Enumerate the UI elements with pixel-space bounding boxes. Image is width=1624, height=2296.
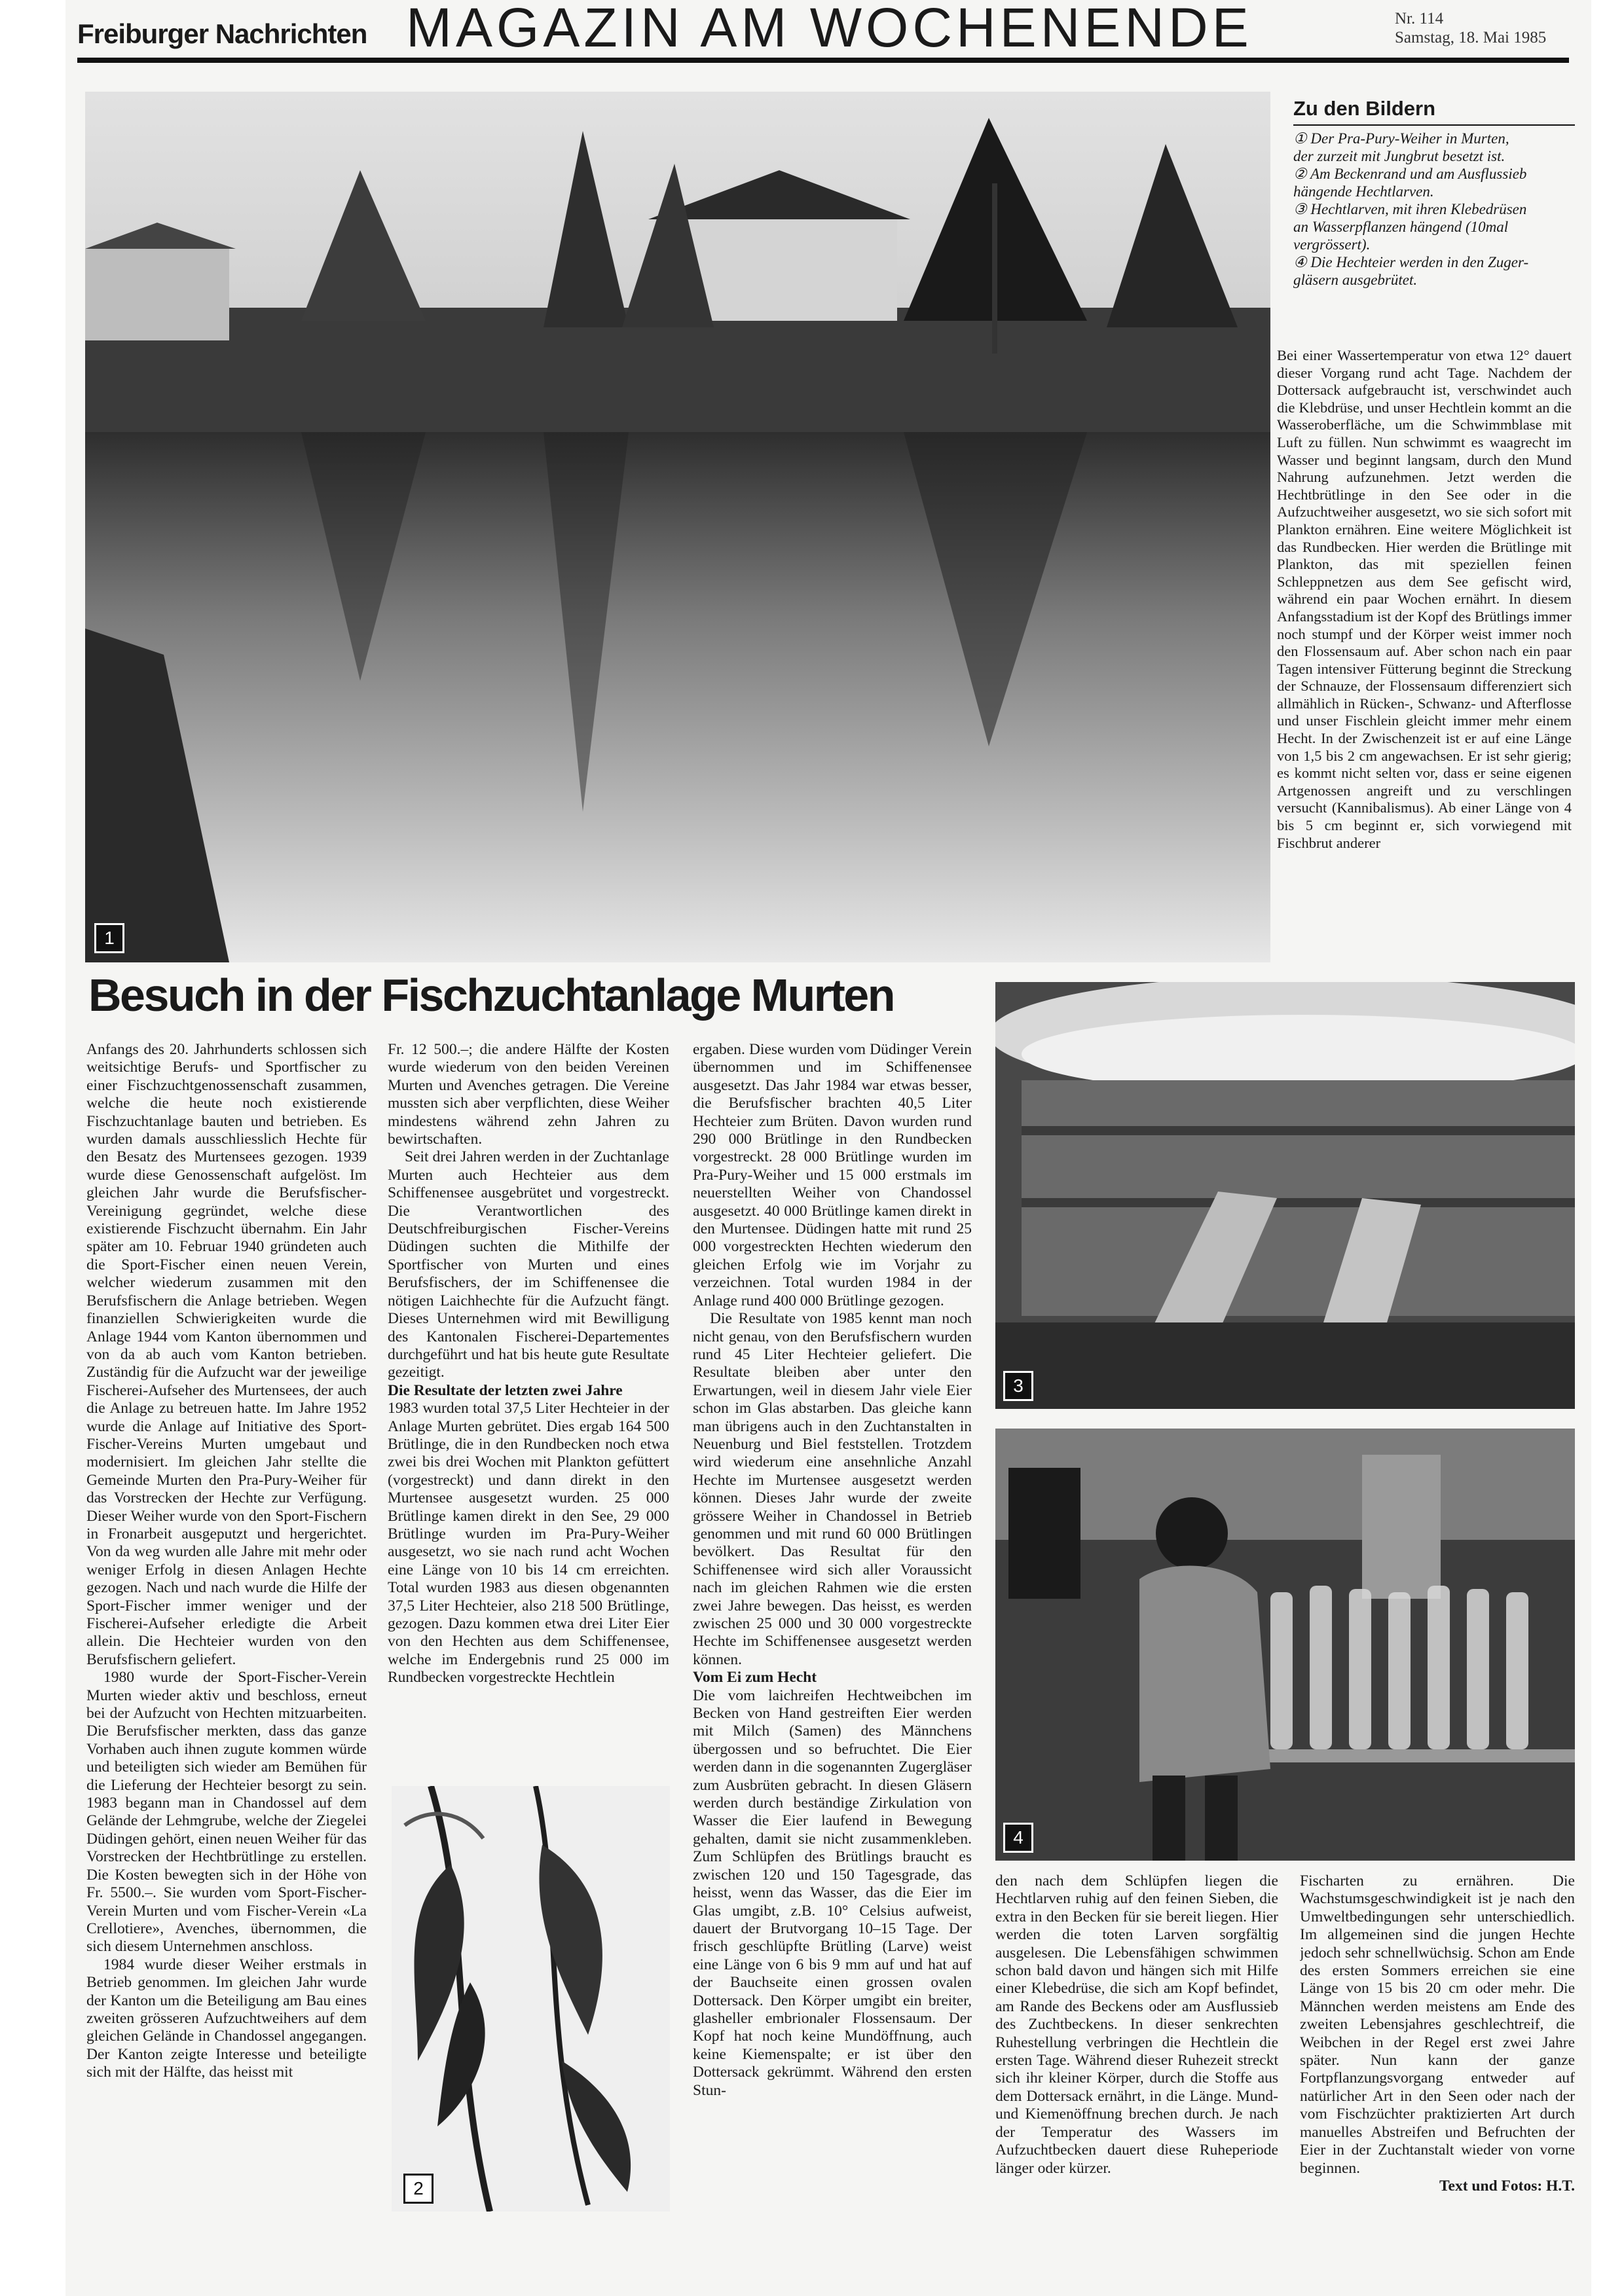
caption-line: hängende Hechtlarven. <box>1293 183 1434 200</box>
caption-line: ④ Die Hechteier werden in den Zuger- <box>1293 254 1529 270</box>
paragraph: den nach dem Schlüpfen liegen die Hechtlarven ruhig auf den feinen Sieben, die extra in den Becken für sie bereit liegen. Hier werden die toten Larven sorgfältig ausgelesen. Die Lebensfähigen schwimmen schon bald davon und hängen sich mit Hilfe einer Klebedrüse, die sich am Kopf befindet, am Rande des Beckens oder am Ausflussieb des Zuchtbeckens. In dieser senkrechten Ruhestellung verbringen die Hechtlein die ersten Tage. Während dieser Ruhezeit streckt sich ihr kleiner Körper, durch die Stoffe aus dem Dottersack ernährt, in die Länge. Mund- und Kiemenöffnung brechen durch. Je nach der Temperatur des Wassers im Aufzuchtbecken dauert diese Ruheperiode länger oder kürzer. <box>995 1872 1278 2177</box>
paragraph: 1983 wurden total 37,5 Liter Hechteier in der Anlage Murten gebrütet. Dies ergab 164 500 Brütlinge, die in den Rundbecken noch etwa zwei bis drei Wochen mit Plankton gefüttert (vorgestreckt) und dann direkt in den Murtensee ausgesetzt wurden. 25 000 Brütlinge kamen direkt in den See, 29 000 Brütlinge wurden im Pra-Pury-Weiher ausgesetzt, wo sie nach rund acht Wochen eine Länge von 10 bis 14 cm erreichten. Total wurden 1983 aus diesen obgenannten 37,5 Liter Hechteier, also 218 500 Brütlinge, gezogen. Dazu kommen etwa drei Liter Eier von den Hechten aus dem Schiffenensee, welche im Endergebnis rund 25 000 im Rundbecken vorgestreckte Hechtlein <box>388 1400 669 1686</box>
caption-line: der zurzeit mit Jungbrut besetzt ist. <box>1293 148 1505 164</box>
paragraph: ergaben. Diese wurden vom Düdinger Verein übernommen und im Schiffenensee ausgesetzt. Das Jahr 1984 war etwas besser, die Berufsfischer brachten 40,5 Liter Hechteier zum Brüten. Davon wurden rund 290 000 Brütlinge in den Rundbecken vorgestreckt. 28 000 Brütlinge wurden im Pra-Pury-Weiher und 15 000 erstmals im neuerstellten Weiher von Chandossel ausgesetzt. 40 000 Brütlinge kamen direkt in den Murtensee. Düdingen hatte mit rund 25 000 vorgestreckten Hechten wiederum den gleichen Erfolg wie im Vorjahr zu verzeichnen. Total wurden 1984 in der Anlage rund 400 000 Brütlinge gezogen. <box>693 1041 972 1309</box>
article-column-3 <box>693 1041 972 2213</box>
issue-info <box>1395 9 1546 47</box>
issue-date: Samstag, 18. Mai 1985 <box>1395 29 1547 46</box>
caption-line: an Wasserpflanzen hängend (10mal <box>1293 219 1509 235</box>
photo-hatchery <box>995 1429 1575 1861</box>
article-column-1 <box>86 1041 367 2219</box>
subheading-results: Die Resultate der letzten zwei Jahre <box>388 1381 623 1399</box>
photo-basin <box>995 982 1575 1409</box>
article-column-5 <box>1300 1872 1575 2213</box>
section-title: MAGAZIN AM WOCHENENDE <box>406 0 1253 47</box>
article-headline: Besuch in der Fischzuchtanlage Murten <box>88 970 894 1021</box>
photo-credit: Text und Fotos: H.T. <box>1439 2177 1575 2195</box>
captions-title: Zu den Bildern <box>1293 97 1435 120</box>
masthead-rule <box>77 58 1569 63</box>
photo-number-3: 3 <box>1003 1371 1033 1401</box>
sidebar-paragraph: Bei einer Wassertemperatur von etwa 12° dauert dieser Vorgang rund acht Tage. Nachdem der Dottersack aufgebraucht ist, verschwindet auch die Klebdrüse, und unser Hechtlein kommt an die Wasseroberfläche, um die Schwimmblase mit Luft zu füllen. Nun schwimmt es waagrecht im Wasser und beginnt langsam, durch den Mund Nahrung aufzunehmen. Jetzt werden die Hechtbrütlinge in den See oder in die Aufzuchtweiher ausgesetzt, wo sie sich sofort mit Plankton ernähren. Eine weitere Möglichkeit ist das Rundbecken. Hier werden die Brütlinge mit Plankton, das mit speziellen feinen Schleppnetzen aus dem See gefischt wird, während ein paar Wochen ernährt. In diesem Anfangsstadium ist der Kopf des Brütlings immer noch stumpf und der Körper weist immer noch den Flossensaum auf. Aber schon nach ein paar Tagen intensiver Fütterung beginnt die Streckung der Schnauze, der Flossensaum differenziert sich allmählich in Rücken-, Schwanz- und Afterflosse und unser Fischlein gleicht immer mehr einem Hecht. In der Zwischenzeit ist er auf eine Länge von 1,5 bis 2 cm angewachsen. Er ist sehr gierig; es kommt nicht selten vor, dass er seine eigenen Artgenossen angreift und zu verschlingen versucht (Kannibalismus). Ab einer Länge von 4 bis 5 cm beginnt er, sich vorwiegend mit Fischbrut anderer <box>1277 347 1572 851</box>
photo-number-1: 1 <box>94 923 124 953</box>
paragraph: Seit drei Jahren werden in der Zuchtanlage Murten auch Hechteier aus dem Schiffenensee ausgebrütet und vorgestreckt. Die Verantwortlichen des Deutschfreiburgischen Fischer-Vereins Düdingen suchten die Mithilfe der Sportfischer von Murten und eines Berufsfischers, der im Schiffenensee die nötigen Laichhechte für die Aufzucht fängt. Dieses Unternehmen wird mit Bewilligung des Kantonalen Fischerei-Departementes durchgeführt und hat bis heute gute Resultate gezeitigt. <box>388 1148 669 1381</box>
newspaper-name: Freiburger Nachrichten <box>77 18 367 49</box>
issue-number: Nr. 114 <box>1395 10 1444 27</box>
caption-line: ① Der Pra-Pury-Weiher in Murten, <box>1293 130 1509 147</box>
photo-number-2: 2 <box>403 2174 434 2204</box>
caption-line: ② Am Beckenrand und am Ausflussieb <box>1293 166 1527 182</box>
paragraph: 1980 wurde der Sport-Fischer-Verein Murten wieder aktiv und beschloss, erneut bei der Aufzucht von Hechten mitzuarbeiten. Die Berufsfischer merkten, dass das ganze Vorhaben auch ihnen zugute kommen würde und beteiligten sich wieder am Bemühen für die Lieferung der Hechteier besorgt zu sein. 1983 begann man in Chandossel auf dem Gelände der Lehmgrube, welche der Ziegelei Düdingen gehört, einen neuen Weiher für das Vorstrecken der Hechtbrütlinge zu erstellen. Die Kosten bewegten sich in der Höhe von Fr. 5500.–. Sie wurden vom Sport-Fischer-Verein Murten und vom Fischer-Verein «La Crellotiere», Avenches, übernommen, die sich diesem Unternehmen anschloss. <box>86 1669 367 1956</box>
photo-number-4: 4 <box>1003 1823 1033 1853</box>
captions-rule <box>1293 124 1575 126</box>
subheading-egg-to-pike: Vom Ei zum Hecht <box>693 1669 817 1686</box>
caption-line: gläsern ausgebrütet. <box>1293 272 1418 288</box>
caption-line: vergrössert). <box>1293 236 1371 253</box>
sidebar-column <box>1277 347 1572 852</box>
article-column-2 <box>388 1041 669 1794</box>
caption-line: ③ Hechtlarven, mit ihren Klebedrüsen <box>1293 201 1527 217</box>
paragraph: Fr. 12 500.–; die andere Hälfte der Kosten wurde wiederum von den beiden Vereinen Murten und Avenches getragen. Die Vereine mussten sich aber verpflichten, diese Weiher mindestens während zehn Jahren zu bewirtschaften. <box>388 1041 669 1148</box>
paragraph: Fischarten zu ernähren. Die Wachstumsgeschwindigkeit ist je nach den Umweltbedingungen sehr unterschiedlich. Im allgemeinen sind die jungen Hechte jedoch sehr schnellwüchsig. Schon am Ende des ersten Sommers erreichen sie eine Länge von 15 bis 20 cm oder mehr. Die Männchen werden meistens am Ende des zweiten Lebensjahres geschlechtreif, die Weibchen in der Regel erst zwei Jahre später. Nun kann der ganze Fortpflanzungsvorgang entweder auf natürlicher Art in den Seen oder nach der vom Fischzüchter praktizierten Art durch manuelles Abstreifen und Befruchten der Eier in der Zuchtanstalt wieder von vorne beginnen. <box>1300 1872 1575 2177</box>
photo-larvae-plants <box>392 1786 670 2212</box>
paragraph: Die vom laichreifen Hechtweibchen im Becken von Hand gestreiften Eier werden mit Milch (Samen) des Männchens übergossen und so befruchtet. Die Eier werden dann in die sogenannten Zugergläser zum Ausbrüten gebracht. In diesen Gläsern werden durch beständige Zirkulation von Wasser die Eier laufend in Bewegung gehalten, damit sie nicht zusammenkleben. Zum Schlüpfen des Brütlings braucht es zwischen 120 und 150 Tagesgrade, das heisst, wenn das Wasser, das die Eier im Glas umgibt, z.B. 10° Celsius aufweist, dauert der Brutvorgang 10–15 Tage. Der frisch geschlüpfte Brütling (Larve) weist eine Länge von 6 bis 9 mm auf und hat auf der Bauchseite einen grossen ovalen Dottersack. Den Körper umgibt ein breiter, glasheller embrionaler Flossensaum. Der Kopf hat noch keine Mundöffnung, auch keine Kiemenspalte; er ist über den Dottersack gekrümmt. Während den ersten Stun- <box>693 1686 972 2099</box>
photo-pond <box>85 92 1270 962</box>
paragraph: 1984 wurde dieser Weiher erstmals in Betrieb genommen. Im gleichen Jahr wurde der Kanton um die Beteiligung am Bau eines zweiten grösseren Aufzuchtweihers auf dem gleichen Gelände in Chandossel angegangen. Der Kanton zeigte Interesse und beteiligte sich mit der Hälfte, das heisst mit <box>86 1956 367 2081</box>
captions-box <box>1293 97 1575 289</box>
paragraph: Die Resultate von 1985 kennt man noch nicht genau, von den Berufsfischern wurden rund 45 Liter Hechteier geliefert. Die Resultate bleiben aber unter den Erwartungen, weil in diesem Jahr viele Eier schon im Glas abstarben. Das gleiche kann man übrigens auch in den Zuchtanstalten in Neuenburg und Biel feststellen. Trotzdem wird wiederum eine ansehnliche Anzahl Hechte im Murtensee ausgesetzt werden können. Dieses Jahr wurde der zweite grössere Weiher in Chandossel in Betrieb genommen und mit rund 60 000 Brütlingen bevölkert. Das Resultat für den Schiffenensee wird sich aller Voraussicht nach im gleichen Rahmen wie die ersten zwei Jahre bewegen. Das heisst, es werden zwischen 25 000 und 30 000 vorgestreckte Hechte im Schiffenensee ausgesetzt werden können. <box>693 1310 972 1668</box>
article-column-4 <box>995 1872 1278 2200</box>
paragraph: Anfangs des 20. Jahrhunderts schlossen sich weitsichtige Berufs- und Sportfischer zu einer Fischzuchtgenossenschaft zusammen, welche die heute noch existierende Fischzuchtanlage bauten und betrieben. Es wurden damals ausschliesslich Hechte für den Besatz des Murtensees gezogen. 1939 wurde diese Genossenschaft aufgelöst. Im gleichen Jahr wurde die Berufsfischer-Vereinigung gegründet, welche diese existierende Fischzucht übernahm. Ein Jahr später am 10. Februar 1940 gründeten auch die Sport-Fischer einen neuen Verein, welcher wiederum zusammen mit den Berufsfischern die Anlage betrieben. Wegen finanziellen Schwierigkeiten wurde die Anlage 1944 vom Kanton übernommen und von da ab auch vom Kanton betrieben. Zuständig für die Aufzucht war der jeweilige Fischerei-Aufseher des Murtensees, der auch die Anlage zu betreuen hatte. Im Jahre 1952 wurde die Anlage auf Initiative des Sport-Fischer-Vereins Murten umgebaut und modernisiert. Im gleichen Jahr stellte die Gemeinde Murten den Pra-Pury-Weiher für das Vorstrecken der Hechte zur Verfügung. Dieser Weiher wurde von den Sport-Fischern in Fronarbeit ausgeputzt und hergerichtet. Von da weg wurden alle Jahre mit mehr oder weniger Erfolg in diesen Anlagen Hechte gezogen. Nach und nach wurde die Hilfe der Sport-Fischer immer weniger und der Fischerei-Aufseher erledigte die Arbeit allein. Die Hechteier wurden von den Berufsfischern geliefert. <box>86 1041 367 1668</box>
